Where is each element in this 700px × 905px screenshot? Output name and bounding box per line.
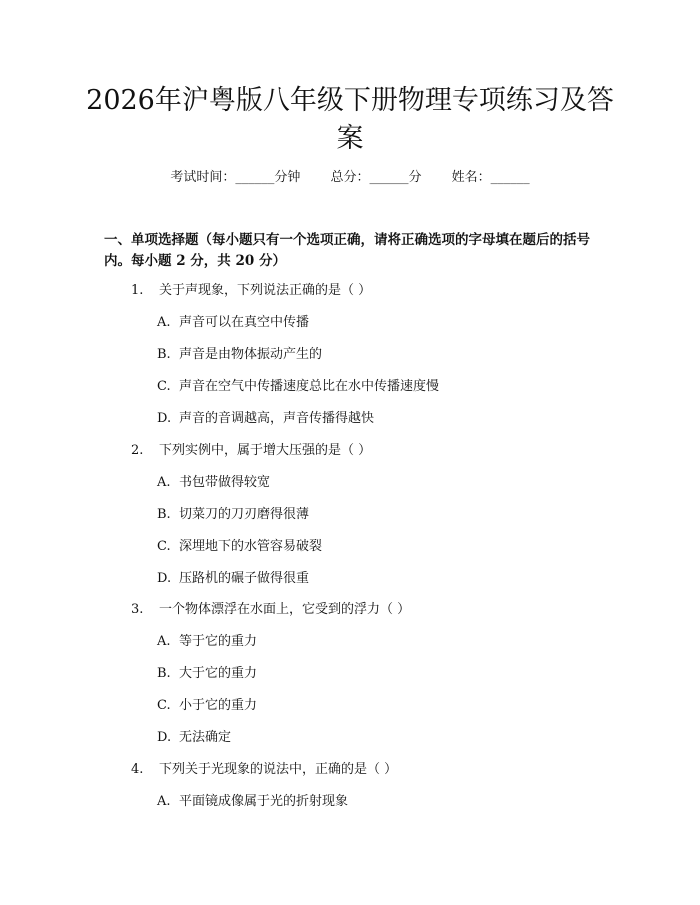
section-heading: 一、单项选择题（每小题只有一个选项正确，请将正确选项的字母填在题后的括号内。每小题 2 分，共 20 分）: [104, 232, 590, 269]
option-text: 无法确定: [179, 730, 232, 745]
option-text: 大于它的重力: [179, 666, 258, 681]
option-letter: D.: [157, 571, 172, 586]
option-letter: C.: [157, 379, 171, 394]
question-3-option-d: [157, 729, 231, 747]
exam-time-field: 考试时间：______分钟: [170, 170, 301, 185]
option-letter: C.: [157, 539, 171, 554]
option-letter: A.: [157, 794, 171, 809]
option-text: 声音是由物体振动产生的: [179, 347, 323, 362]
option-text: 切菜刀的刀刃磨得很薄: [179, 507, 310, 522]
option-text: 书包带做得较宽: [179, 475, 271, 490]
option-letter: B.: [157, 507, 171, 522]
option-text: 声音的音调越高，声音传播得越快: [179, 411, 375, 426]
exam-info-line: [0, 168, 700, 188]
option-letter: D.: [157, 411, 172, 426]
document-title: 2026年沪粤版八年级下册物理专项练习及答案: [86, 85, 614, 154]
student-name-field: 姓名：______: [451, 170, 530, 185]
question-text: 关于声现象，下列说法正确的是（ ）: [159, 283, 372, 298]
option-text: 平面镜成像属于光的折射现象: [179, 794, 349, 809]
question-text: 下列关于光现象的说法中，正确的是（ ）: [159, 762, 398, 777]
question-2-option-d: [157, 570, 309, 588]
option-letter: B.: [157, 347, 171, 362]
option-text: 声音在空气中传播速度总比在水中传播速度慢: [179, 379, 440, 394]
option-text: 声音可以在真空中传播: [179, 315, 310, 330]
option-letter: A.: [157, 634, 171, 649]
question-1-option-a: [157, 314, 309, 332]
question-3-option-b: [157, 665, 257, 683]
question-1-option-c: [157, 378, 439, 396]
question-4: [131, 761, 397, 779]
question-2-option-b: [157, 506, 309, 524]
question-text: 下列实例中，属于增大压强的是（ ）: [159, 443, 372, 458]
question-number: 4.: [131, 762, 144, 777]
question-2-option-a: [157, 474, 270, 492]
question-1-option-b: [157, 346, 322, 364]
question-3-option-a: [157, 633, 257, 651]
total-score-field: 总分：______分: [330, 170, 422, 185]
option-letter: B.: [157, 666, 171, 681]
question-text: 一个物体漂浮在水面上，它受到的浮力（ ）: [159, 602, 411, 617]
question-2-option-c: [157, 538, 322, 556]
question-number: 3.: [131, 602, 144, 617]
option-text: 等于它的重力: [179, 634, 258, 649]
question-4-option-a: [157, 793, 348, 811]
option-text: 小于它的重力: [179, 698, 258, 713]
option-letter: D.: [157, 730, 172, 745]
question-1-option-d: [157, 410, 374, 428]
question-3: [131, 601, 410, 619]
option-text: 压路机的碾子做得很重: [179, 571, 310, 586]
question-3-option-c: [157, 697, 257, 715]
question-number: 1.: [131, 283, 144, 298]
option-letter: A.: [157, 315, 171, 330]
option-letter: A.: [157, 475, 171, 490]
question-2: [131, 442, 371, 460]
option-letter: C.: [157, 698, 171, 713]
question-number: 2.: [131, 443, 144, 458]
option-text: 深埋地下的水管容易破裂: [179, 539, 323, 554]
question-1: [131, 282, 371, 300]
